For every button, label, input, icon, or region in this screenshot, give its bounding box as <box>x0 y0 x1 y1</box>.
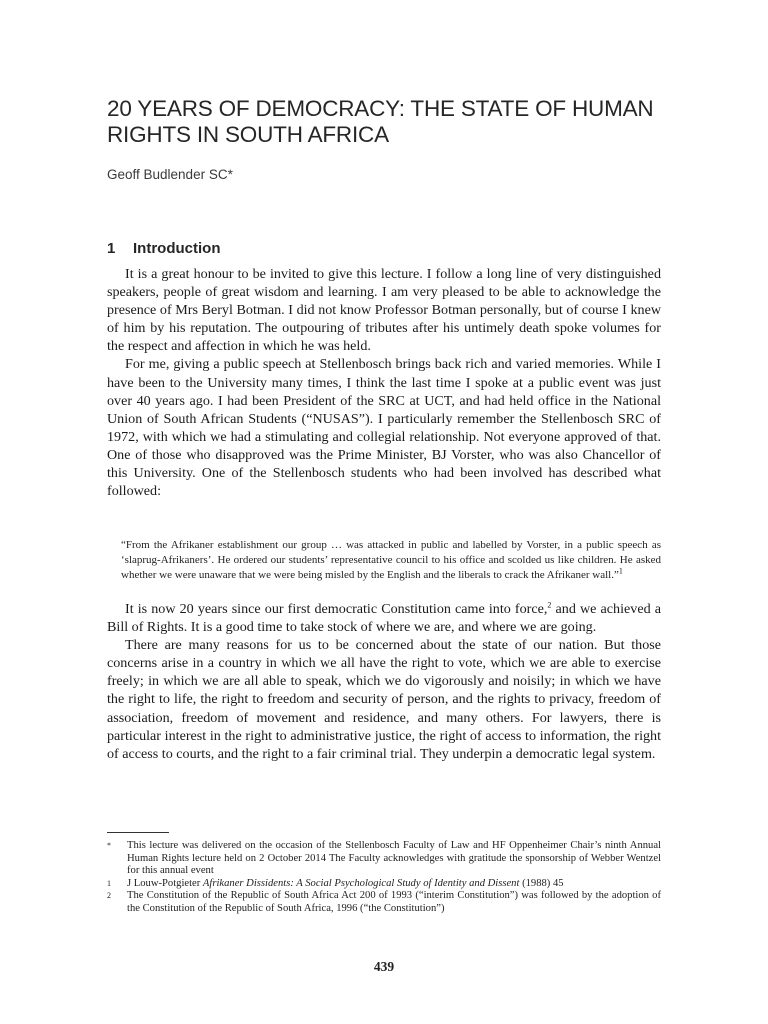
paragraph-text: and we achieved a Bill of Rights. It is a good time to take stock of where we are, and where we are going. <box>107 601 661 636</box>
quote-text: “From the Afrikaner establishment our group … was attacked in public and labelled by Vorster, in a public speech as ‘slaprug-Afrikaners’. He ordered our students’ representative council to his office and scolded us like children. He asked whether we were unaware that we were being misled by the English and the liberals to crack the Afrikaner wall.” <box>121 539 661 581</box>
paragraph: For me, giving a public speech at Stellenbosch brings back rich and varied memories. While I have been to the University many times, I think the last time I spoke at a public event was just over 40 years ago. I had been President of the SRC at UCT, and had held office in the National Union of South African Students (“NUSAS”). I particularly remember the Stellenbosch SRC of 1972, with which we had a stimulating and collegial relationship. Not everyone approved of that. One of those who disapproved was the Prime Minister, BJ Vorster, who was also Chancellor of this University. One of the Stellenbosch students who had been involved has described what followed: <box>107 356 661 500</box>
citation-author: J Louw-Potgieter <box>127 877 203 889</box>
paragraph <box>107 600 661 636</box>
footnote-mark: * <box>107 841 111 850</box>
paragraph-text: It is now 20 years since our first democratic Constitution came into force, <box>125 601 548 617</box>
section-title: Introduction <box>133 240 221 257</box>
block-quote <box>121 538 661 583</box>
paragraph: There are many reasons for us to be concerned about the state of our nation. But those concerns arise in a country in which we all have the right to vote, which we are able to exercise freely; in which we are all able to speak, which we do vigorously and noisily; in which we have the right to life, the right to freedom and security of person, and the rights to privacy, freedom of association, freedom of movement and residence, and many others. For lawyers, there is particular interest in the right to administrative justice, the right of access to information, the right of access to courts, and the right to a fair criminal trial. They underpin a democratic legal system. <box>107 637 661 762</box>
footnote-text: The Constitution of the Republic of South Africa Act 200 of 1993 (“interim Constitution”) was followed by the adoption of the Constitution of the Republic of South Africa, 1996 (“the Constitution”) <box>127 890 661 914</box>
citation-details: (1988) 45 <box>519 877 564 889</box>
paragraph: It is a great honour to be invited to give this lecture. I follow a long line of very distinguished speakers, people of great wisdom and learning. I am very pleased to be able to acknowledge the presence of Mrs Beryl Botman. I did not know Professor Botman personally, but of course I knew of him by his reputation. The outpouring of tributes after his untimely death spoke volumes for the respect and affection in which he was held. <box>107 266 661 355</box>
document-page <box>107 0 661 1024</box>
article-title: 20 YEARS OF DEMOCRACY: THE STATE OF HUMAN RIGHTS IN SOUTH AFRICA <box>107 96 654 147</box>
body-after-quote <box>107 600 661 763</box>
footnote-divider <box>107 832 169 833</box>
section-number: 1 <box>107 240 116 257</box>
footnote-mark: 1 <box>107 878 111 888</box>
footnote-text: This lecture was delivered on the occasion of the Stellenbosch Faculty of Law and HF Oppenheimer Chair’s ninth Annual Human Rights lecture held on 2 October 2014 The Faculty acknowledges with gratitude the sponsorship of Webber Wentzel for this annual event <box>127 840 661 877</box>
footnote <box>107 890 661 915</box>
footnote <box>107 840 661 878</box>
footnote <box>107 878 661 891</box>
section-heading <box>107 240 220 257</box>
body-before-quote <box>107 265 661 500</box>
footnotes <box>107 840 661 916</box>
author-name: Geoff Budlender SC* <box>107 167 233 182</box>
footnote-mark: 2 <box>107 891 111 901</box>
page-number: 439 <box>373 959 395 974</box>
footnote-ref[interactable]: 2 <box>547 600 552 610</box>
citation-title: Afrikaner Dissidents: A Social Psychological Study of Identity and Dissent <box>202 877 520 889</box>
footnote-text <box>127 878 661 891</box>
footnote-ref[interactable]: 1 <box>618 566 623 576</box>
